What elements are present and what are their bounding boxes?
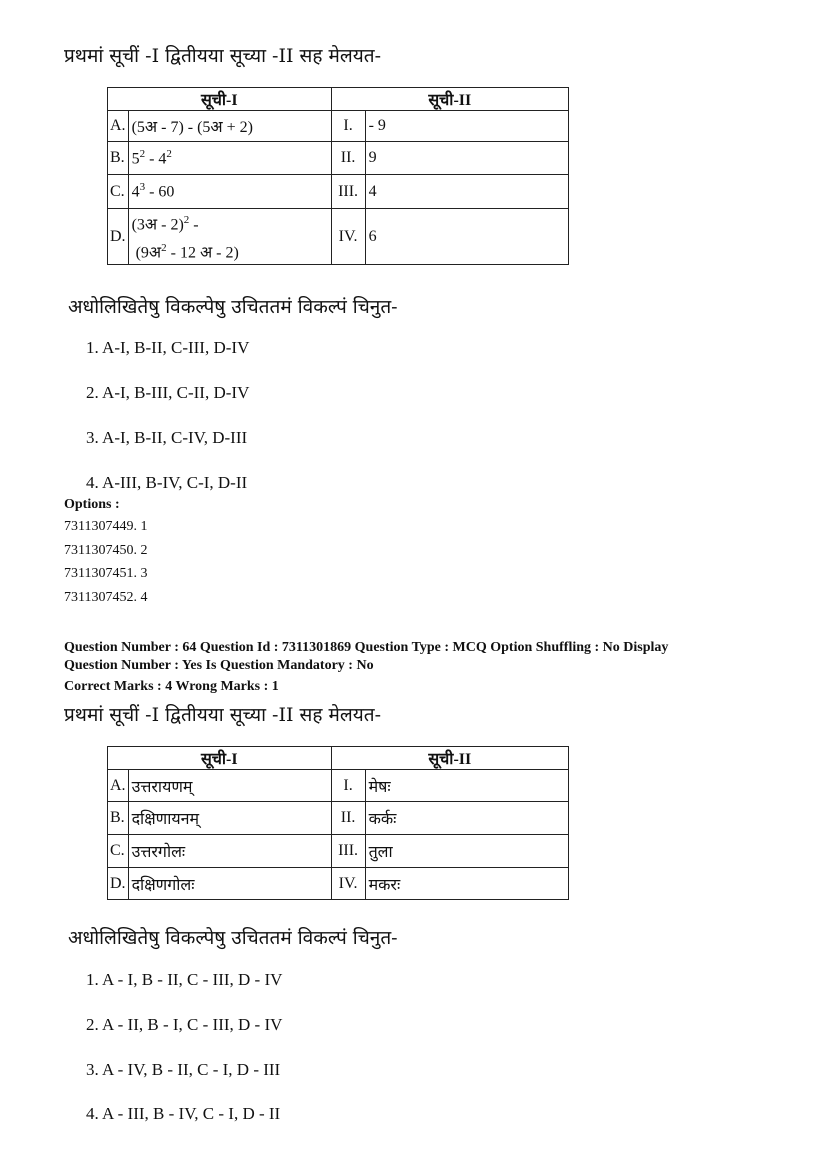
question-meta: Question Number : Yes Is Question Mandatory : No: [64, 658, 374, 673]
options-label: Options :: [64, 497, 120, 512]
list-2-item: 4: [365, 175, 568, 209]
instruction-text: अधोलिखितेषु विकल्पेषु उचिततमं विकल्पं चिनुत-: [68, 927, 398, 949]
option-id: 7311307452. 4: [64, 590, 148, 605]
question-meta: Correct Marks : 4 Wrong Marks : 1: [64, 679, 279, 694]
answer-option: 4. A-III, B-IV, C-I, D-II: [86, 473, 248, 492]
row-label: B.: [108, 802, 129, 835]
row-label: C.: [108, 835, 129, 868]
row-label: II.: [331, 142, 365, 175]
row-label: D.: [108, 868, 129, 900]
instruction-text: अधोलिखितेषु विकल्पेषु उचिततमं विकल्पं चिनुत-: [68, 296, 398, 318]
option-id: 7311307451. 3: [64, 566, 148, 581]
list-2-item: तुला: [365, 835, 568, 868]
list-1-item: $4^3 - 60$: [128, 175, 331, 209]
row-label: I.: [331, 111, 365, 142]
question-meta: Question Number : 64 Question Id : 7311301869 Question Type : MCQ Option Shuffling : No Display: [64, 640, 669, 655]
list-1-item: (5अ - 7) - (5अ + 2): [128, 111, 331, 142]
list-2-header: सूची-II: [331, 88, 568, 111]
list-2-item: मकरः: [365, 868, 568, 900]
option-id: 7311307449. 1: [64, 519, 148, 534]
row-label: A.: [108, 770, 129, 802]
row-label: C.: [108, 175, 129, 209]
list-2-header: सूची-II: [331, 747, 568, 770]
answer-option: 2. A - II, B - I, C - III, D - IV: [86, 1015, 283, 1034]
list-2-item: - 9: [365, 111, 568, 142]
list-1-item: दक्षिणायनम्: [128, 802, 331, 835]
row-label: I.: [331, 770, 365, 802]
list-1-item: (3अ - 2)$^2$ - (9अ$^2$ - 12 अ - 2): [128, 209, 331, 265]
list-2-item: 6: [365, 209, 568, 265]
list-1-item: दक्षिणगोलः: [128, 868, 331, 900]
match-table: [107, 746, 569, 900]
list-2-item: 9: [365, 142, 568, 175]
list-1-item: उत्तरगोलः: [128, 835, 331, 868]
row-label: IV.: [331, 868, 365, 900]
list-1-header: सूची-I: [108, 747, 332, 770]
list-1-item: उत्तरायणम्: [128, 770, 331, 802]
list-2-item: कर्कः: [365, 802, 568, 835]
answer-option: 3. A-I, B-II, C-IV, D-III: [86, 428, 248, 447]
answer-option: 1. A-I, B-II, C-III, D-IV: [86, 338, 250, 357]
row-label: III.: [331, 835, 365, 868]
answer-option: 2. A-I, B-III, C-II, D-IV: [86, 383, 250, 402]
match-table: [107, 87, 569, 265]
answer-option: 4. A - III, B - IV, C - I, D - II: [86, 1104, 281, 1123]
row-label: A.: [108, 111, 129, 142]
row-label: D.: [108, 209, 129, 265]
row-label: IV.: [331, 209, 365, 265]
question-heading: प्रथमां सूचीं -I द्वितीयया सूच्या -II सह मेलयत-: [64, 704, 382, 726]
list-1-header: सूची-I: [108, 88, 332, 111]
answer-option: 1. A - I, B - II, C - III, D - IV: [86, 970, 283, 989]
list-2-item: मेषः: [365, 770, 568, 802]
answer-option: 3. A - IV, B - II, C - I, D - III: [86, 1060, 281, 1079]
question-heading: प्रथमां सूचीं -I द्वितीयया सूच्या -II सह मेलयत-: [64, 45, 382, 67]
row-label: B.: [108, 142, 129, 175]
row-label: II.: [331, 802, 365, 835]
row-label: III.: [331, 175, 365, 209]
list-1-item: $5^2 - 4^2$: [128, 142, 331, 175]
option-id: 7311307450. 2: [64, 543, 148, 558]
